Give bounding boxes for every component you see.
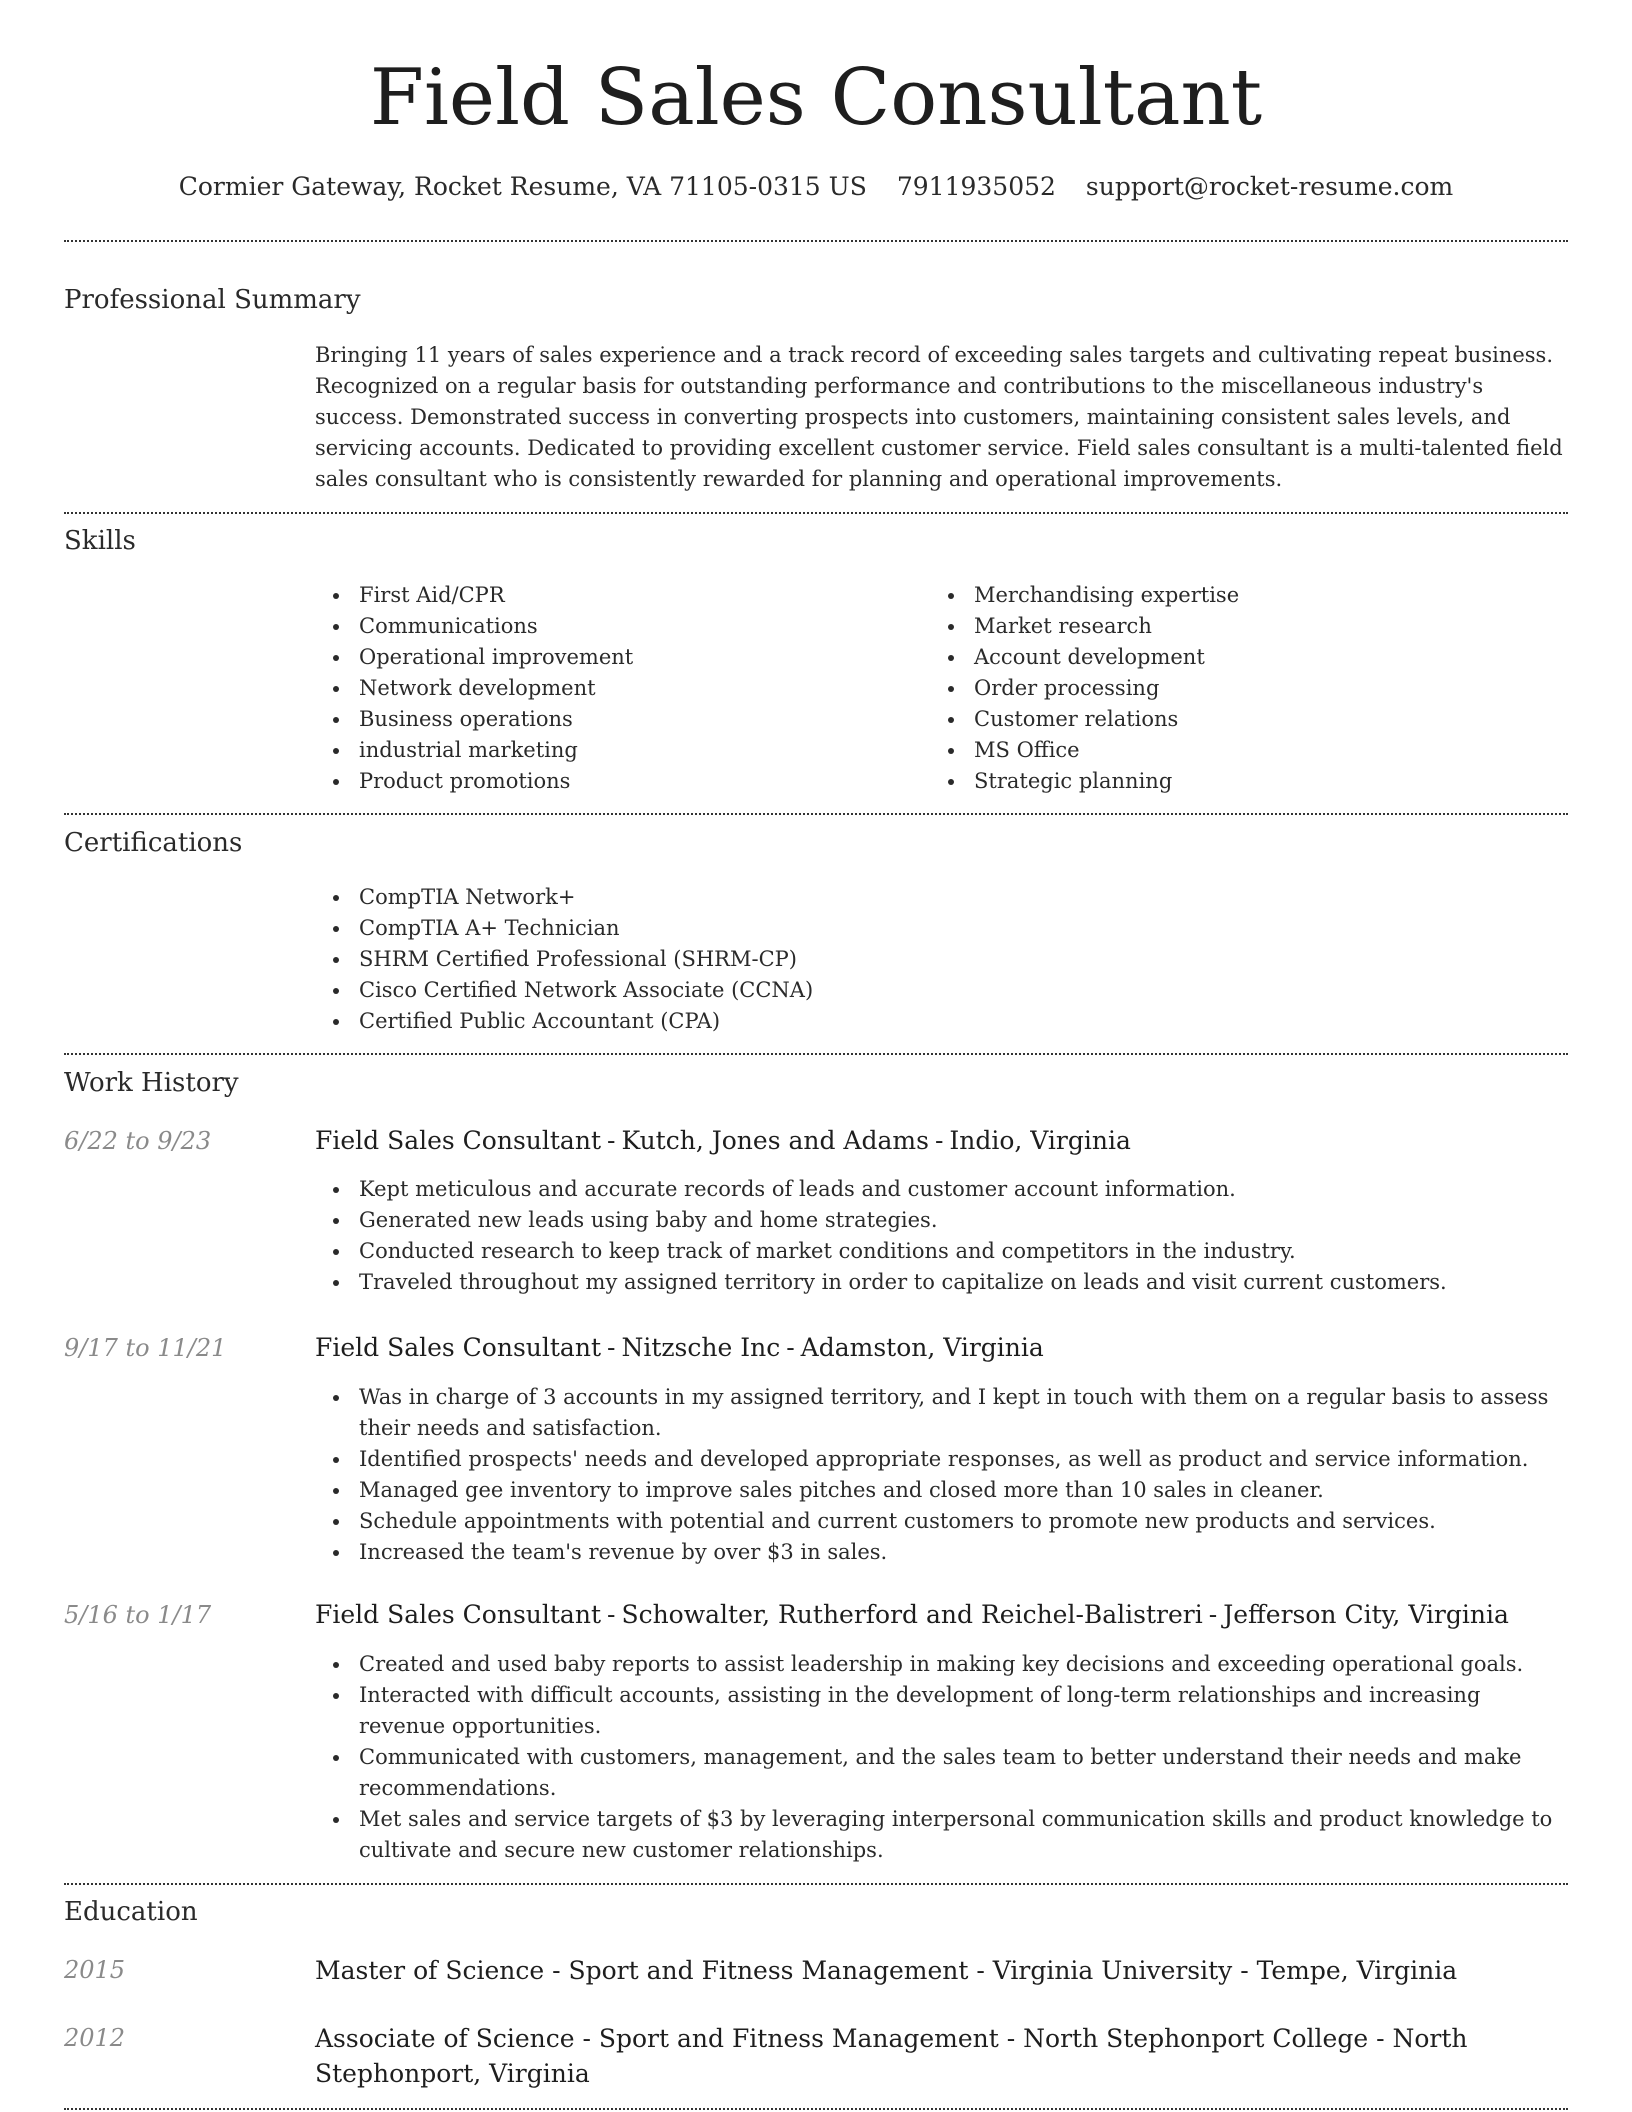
education-entry	[315, 1953, 1568, 1988]
job-dates: 5/16 to 1/17	[64, 1601, 212, 1629]
job-company: Kutch, Jones and Adams	[621, 1126, 929, 1155]
separator: -	[968, 1956, 993, 1985]
job-role: Field Sales Consultant	[315, 1600, 601, 1629]
skill-item: Operational improvement	[315, 642, 930, 673]
contact-phone: 7911935052	[896, 172, 1056, 201]
certifications-heading: Certifications	[64, 828, 243, 858]
separator: -	[544, 1956, 569, 1985]
job-bullet: Was in charge of 3 accounts in my assigned territory, and I kept in touch with them on a regular basis to assess their needs and satisfaction.	[315, 1382, 1568, 1444]
job-bullet: Met sales and service targets of $3 by leveraging interpersonal communication skills and product knowledge to cultivate and secure new customer relationships.	[315, 1804, 1568, 1866]
education-location: North Stephonport, Virginia	[315, 2024, 1468, 2088]
separator: -	[934, 1126, 944, 1155]
job-bullet: Interacted with difficult accounts, assisting in the development of long-term relationships and increasing revenue opportunities.	[315, 1680, 1568, 1742]
job-location: Adamston, Virginia	[800, 1333, 1044, 1362]
separator: -	[607, 1600, 616, 1629]
job-title	[315, 1598, 1568, 1632]
separator: -	[607, 1126, 616, 1155]
separator: -	[1208, 1600, 1218, 1629]
education-entry	[315, 2021, 1568, 2091]
job-bullet: Schedule appointments with potential and current customers to promote new products and services.	[315, 1506, 1568, 1537]
education-location: Tempe, Virginia	[1256, 1956, 1458, 1985]
job-bullet: Identified prospects' needs and developed appropriate responses, as well as product and service information.	[315, 1444, 1568, 1475]
divider	[64, 240, 1568, 242]
separator: -	[998, 2024, 1024, 2053]
education-field: Sport and Fitness Management	[598, 2024, 999, 2053]
skill-item: Account development	[930, 642, 1545, 673]
work-history-heading: Work History	[64, 1068, 239, 1098]
contact-email: support@rocket-resume.com	[1085, 172, 1454, 201]
job-bullets	[315, 1382, 1568, 1568]
education-school: Virginia University	[992, 1956, 1233, 1985]
job-bullet: Managed gee inventory to improve sales pitches and closed more than 10 sales in cleaner.	[315, 1475, 1568, 1506]
skills-list-left	[315, 580, 930, 797]
certification-item: CompTIA A+ Technician	[315, 913, 1568, 944]
skill-item: First Aid/CPR	[315, 580, 930, 611]
skill-item: Product promotions	[315, 766, 930, 797]
job-company: Nitzsche Inc	[621, 1333, 781, 1362]
job-bullet: Conducted research to keep track of market conditions and competitors in the industry.	[315, 1236, 1568, 1267]
skill-item: Strategic planning	[930, 766, 1545, 797]
divider	[64, 1053, 1568, 1055]
education-field: Sport and Fitness Management	[568, 1956, 969, 1985]
education-heading: Education	[64, 1897, 198, 1927]
job-bullet: Created and used baby reports to assist leadership in making key decisions and exceeding operational goals.	[315, 1649, 1568, 1680]
job-bullet: Kept meticulous and accurate records of leads and customer account information.	[315, 1174, 1568, 1205]
job-location: Indio, Virginia	[949, 1126, 1131, 1155]
skill-item: industrial marketing	[315, 735, 930, 766]
certifications-list	[315, 882, 1568, 1037]
divider	[64, 512, 1568, 514]
skill-item: Business operations	[315, 704, 930, 735]
skill-item: MS Office	[930, 735, 1545, 766]
separator: -	[574, 2024, 599, 2053]
skills-heading: Skills	[64, 526, 136, 556]
skills-list-right	[930, 580, 1545, 797]
education-year: 2015	[64, 1956, 126, 1984]
job-role: Field Sales Consultant	[315, 1333, 601, 1362]
resume-name: Field Sales Consultant	[369, 53, 1263, 143]
job-bullet: Increased the team's revenue by over $3 in sales.	[315, 1537, 1568, 1568]
job-bullet: Communicated with customers, management, and the sales team to better understand their needs and make recommendations.	[315, 1742, 1568, 1804]
job-title	[315, 1331, 1568, 1365]
education-school: North Stephonport College	[1023, 2024, 1369, 2053]
job-bullets	[315, 1174, 1568, 1298]
separator: -	[786, 1333, 795, 1362]
job-dates: 9/17 to 11/21	[64, 1334, 227, 1362]
certification-item: Certified Public Accountant (CPA)	[315, 1006, 1568, 1037]
skill-item: Order processing	[930, 673, 1545, 704]
education-degree: Associate of Science	[315, 2024, 575, 2053]
job-bullet: Traveled throughout my assigned territory in order to capitalize on leads and visit current customers.	[315, 1267, 1568, 1298]
summary-heading: Professional Summary	[64, 285, 361, 315]
job-dates: 6/22 to 9/23	[64, 1127, 212, 1155]
job-bullet: Generated new leads using baby and home strategies.	[315, 1205, 1568, 1236]
skill-item: Customer relations	[930, 704, 1545, 735]
certification-item: CompTIA Network+	[315, 882, 1568, 913]
certification-item: SHRM Certified Professional (SHRM-CP)	[315, 944, 1568, 975]
job-bullets	[315, 1649, 1568, 1866]
divider	[64, 813, 1568, 815]
job-role: Field Sales Consultant	[315, 1126, 601, 1155]
job-company: Schowalter, Rutherford and Reichel-Balistreri	[621, 1600, 1203, 1629]
job-location: Jefferson City, Virginia	[1223, 1600, 1509, 1629]
education-year: 2012	[64, 2024, 126, 2052]
skill-item: Merchandising expertise	[930, 580, 1545, 611]
certification-item: Cisco Certified Network Associate (CCNA)	[315, 975, 1568, 1006]
divider	[64, 1883, 1568, 1885]
education-degree: Master of Science	[315, 1956, 545, 1985]
skills-grid	[315, 580, 1568, 797]
job-title	[315, 1124, 1568, 1158]
contact-line	[64, 170, 1568, 204]
skill-item: Network development	[315, 673, 930, 704]
skill-item: Market research	[930, 611, 1545, 642]
divider	[64, 2108, 1568, 2110]
separator: -	[607, 1333, 616, 1362]
summary-text: Bringing 11 years of sales experience and a track record of exceeding sales targets and cultivating repeat business. Recognized on a regular basis for outstanding performance and contributions to the miscellaneous industry's success. Demonstrated success in converting prospects into customers, maintaining consistent sales levels, and servicing accounts. Dedicated to providing excellent customer service. Field sales consultant is a multi-talented field sales consultant who is consistently rewarded for planning and operational improvements.	[315, 343, 1563, 491]
separator: -	[1368, 2024, 1393, 2053]
separator: -	[1232, 1956, 1257, 1985]
skill-item: Communications	[315, 611, 930, 642]
contact-address: Cormier Gateway, Rocket Resume, VA 71105-0315 US	[178, 172, 867, 201]
